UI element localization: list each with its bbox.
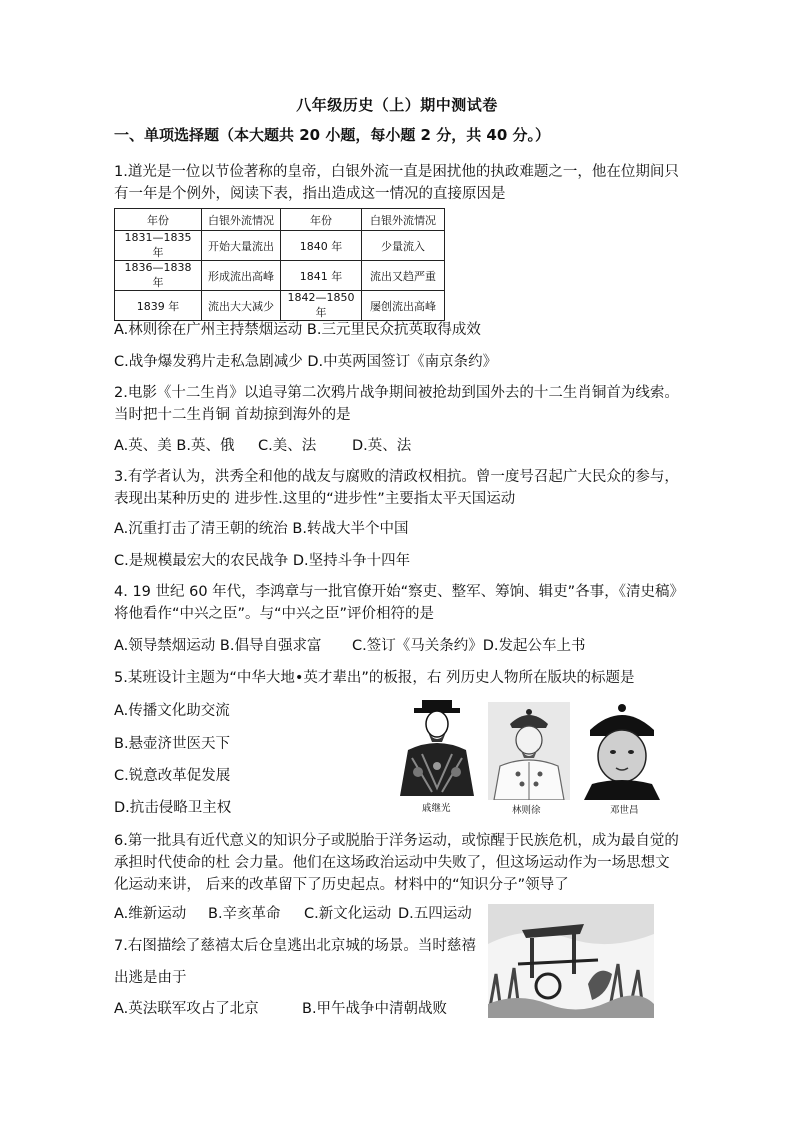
q4-stem-line1: 4. 19 世纪 60 年代，李鸿章与一批官僚开始“察吏、整军、筹饷、辑吏”各事，《清史稿》 [114,584,684,600]
q7-stem-line1: 7.右图描绘了慈禧太后仓皇逃出北京城的场景。当时慈禧 [114,938,476,954]
table-cell: 形成流出高峰 [202,261,281,291]
table-cell: 1836—1838 年 [115,261,202,291]
q4-options-ab: A.领导禁烟运动 B.倡导自强求富 [114,638,322,654]
q7-option-a: A.英法联军攻占了北京 [114,1001,259,1017]
q1-options-cd: C.战争爆发鸦片走私急剧减少 D.中英两国签订《南京条约》 [114,354,498,370]
q5-option-d: D.抗击侵略卫主权 [114,800,232,816]
table-header-cell: 年份 [115,209,202,231]
caption-qi-jiguang: 戚继光 [422,803,451,814]
q4-stem-line2: 将他看作“中兴之臣”。与“中兴之臣”评价相符的是 [114,606,435,622]
caption-lin-zexu: 林则徐 [512,805,541,816]
table-row [115,291,445,321]
q1-options-ab: A.林则徐在广州主持禁烟运动 B.三元里民众抗英取得成效 [114,322,481,338]
q3-options-cd: C.是规模最宏大的农民战争 D.坚持斗争十四年 [114,553,411,569]
q1-stem-line2: 有一年是个例外，阅读下表，指出造成这一情况的直接原因是 [114,186,506,202]
cixi-escape-illustration [488,904,654,1018]
table-cell: 少量流入 [362,231,445,261]
q2-options-ab: A.英、美 B.英、俄 [114,438,235,454]
q6-stem-line2: 承担时代使命的杜 会力量。他们在这场政治运动中失败了，但这场运动作为一场思想文 [114,855,670,871]
figure-photo-icon [578,700,666,800]
table-header-row [115,209,445,231]
table-cell: 1842—1850 年 [281,291,362,321]
q2-stem-line2: 当时把十二生肖铜 首劫掠到海外的是 [114,407,351,423]
table-header-cell: 白银外流情况 [362,209,445,231]
table-cell: 1841 年 [281,261,362,291]
portrait-qi-jiguang [392,696,482,816]
table-cell: 开始大量流出 [202,231,281,261]
q5-option-b: B.悬壶济世医天下 [114,736,231,752]
q4-options-cd: C.签订《马关条约》D.发起公车上书 [352,638,586,654]
q6-option-c: C.新文化运动 [304,906,392,922]
q6-stem-line3: 化运动来讲， 后来的改革留下了历史起点。材料中的“知识分子”领导了 [114,877,569,893]
figure-illustration-icon [488,702,570,800]
table-cell: 流出大大减少 [202,291,281,321]
q3-stem-line2: 表现出某种历史的 进步性.这里的“进步性”主要指太平天国运动 [114,491,516,507]
q6-option-b: B.辛亥革命 [208,906,281,922]
table-row [115,261,445,291]
table-row [115,231,445,261]
q3-stem-line1: 3.有学者认为，洪秀全和他的战友与腐败的清政权相抗。曾一度号召起广大民众的参与， [114,469,679,485]
q5-option-a: A.传播文化助交流 [114,703,230,719]
table-header-cell: 白银外流情况 [202,209,281,231]
caption-deng-shichang: 邓世昌 [610,805,639,816]
q2-stem-line1: 2.电影《十二生肖》以追寻第二次鸦片战争期间被抢劫到国外去的十二生肖铜首为线索。 [114,385,679,401]
figure-illustration-icon [392,696,482,800]
exam-title: 八年级历史（上）期中测试卷 [296,96,498,114]
table-cell: 1839 年 [115,291,202,321]
portrait-lin-zexu [488,702,570,816]
q7-stem-line2: 出逃是由于 [114,970,187,986]
silver-outflow-table [114,208,445,321]
q6-option-a: A.维新运动 [114,906,187,922]
table-cell: 屡创流出高峰 [362,291,445,321]
table-header-cell: 年份 [281,209,362,231]
table-cell: 1840 年 [281,231,362,261]
table-cell: 1831—1835 年 [115,231,202,261]
q6-stem-line1: 6.第一批具有近代意义的知识分子或脱胎于洋务运动，或惊醒于民族危机，成为最自觉的 [114,833,679,849]
q5-option-c: C.锐意改革促发展 [114,768,231,784]
q2-option-d: D.英、法 [352,438,412,454]
portrait-deng-shichang [578,700,666,816]
q6-option-d: D.五四运动 [398,906,472,922]
q7-option-b: B.甲午战争中清朝战败 [302,1001,448,1017]
q3-options-ab: A.沉重打击了清王朝的统治 B.转战大半个中国 [114,521,409,537]
q5-stem: 5.某班设计主题为“中华大地•英才辈出”的板报，右 列历史人物所在版块的标题是 [114,670,635,686]
section-heading: 一、单项选择题（本大题共 20 小题，每小题 2 分，共 40 分。） [114,126,551,144]
q1-stem-line1: 1.道光是一位以节俭著称的皇帝，白银外流一直是困扰他的执政难题之一，他在位期间只 [114,164,679,180]
table-cell: 流出又趋严重 [362,261,445,291]
escape-scene-icon [488,904,654,1018]
q2-option-c: C.美、法 [258,438,317,454]
